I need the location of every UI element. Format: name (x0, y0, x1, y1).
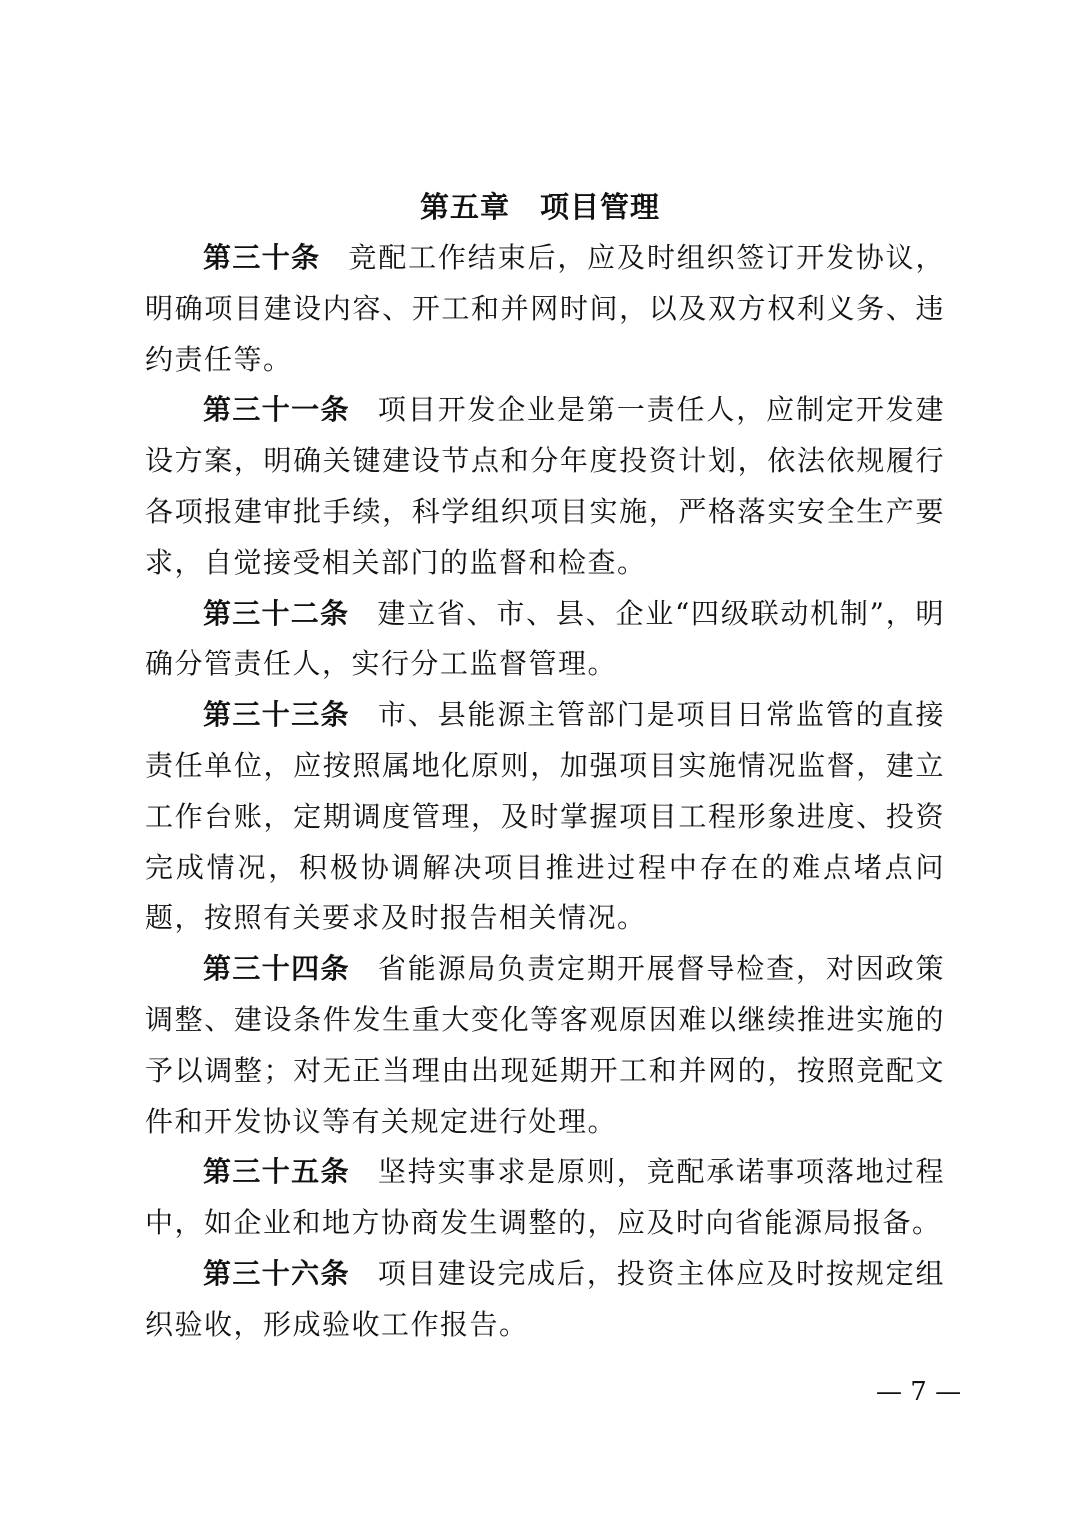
article-text: 省能源局负责定期开展督导检查，对因政策调整、建设条件发生重大变化等客观原因难以继续推进实施的予以调整；对无正当理由出现延期开工和并网的，按照竞配文件和开发协议等有关规定进行处理。 (145, 952, 945, 1138)
article-text: 竞配工作结束后，应及时组织签订开发协议，明确项目建设内容、开工和并网时间，以及双方权利义务、违约责任等。 (145, 241, 945, 376)
article-35 (145, 1147, 945, 1249)
document-body (145, 233, 945, 1351)
article-text: 建立省、市、县、企业“四级联动机制”，明确分管责任人，实行分工监督管理。 (145, 596, 945, 681)
article-36 (145, 1249, 945, 1351)
article-number: 第三十四条 (203, 952, 350, 986)
article-32 (145, 589, 945, 691)
article-number: 第三十一条 (203, 393, 350, 427)
article-number: 第三十条 (203, 241, 321, 274)
article-text: 项目建设完成后，投资主体应及时按规定组织验收，形成验收工作报告。 (145, 1256, 945, 1341)
article-text: 市、县能源主管部门是项目日常监管的直接责任单位，应按照属地化原则，加强项目实施情况监督，建立工作台账，定期调度管理，及时掌握项目工程形象进度、投资完成情况，积极协调解决项目推进过程中存在的难点堵点问题，按照有关要求及时报告相关情况。 (145, 698, 945, 935)
article-31 (145, 385, 945, 588)
page-number: — 7 — (876, 1377, 962, 1407)
article-number: 第三十六条 (203, 1256, 350, 1290)
article-30 (145, 233, 945, 385)
chapter-title: 第五章 项目管理 (419, 190, 660, 224)
article-number: 第三十二条 (203, 596, 350, 630)
article-34 (145, 944, 945, 1147)
article-number: 第三十五条 (203, 1155, 350, 1189)
article-33 (145, 690, 945, 944)
article-text: 项目开发企业是第一责任人，应制定开发建设方案，明确关键建设节点和分年度投资计划，依法依规履行各项报建审批手续，科学组织项目实施，严格落实安全生产要求，自觉接受相关部门的监督和检查。 (145, 393, 945, 579)
article-text: 坚持实事求是原则，竞配承诺事项落地过程中，如企业和地方协商发生调整的，应及时向省能源局报备。 (145, 1155, 945, 1240)
article-number: 第三十三条 (203, 698, 350, 732)
